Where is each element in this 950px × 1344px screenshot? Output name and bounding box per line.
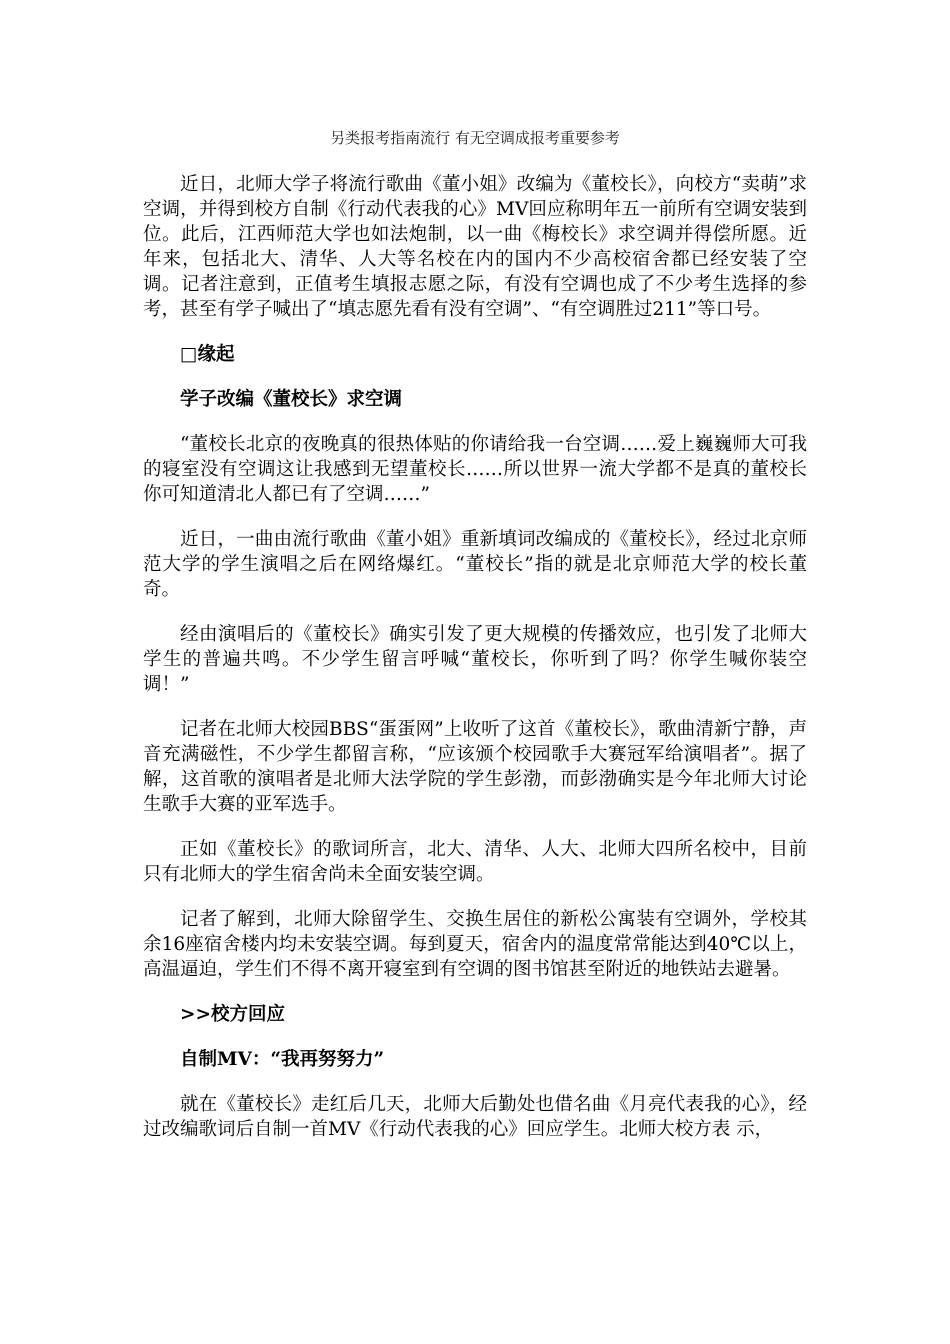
paragraph-school-mv: 就在《董校长》走红后几天，北师大后勤处也借名曲《月亮代表我的心》，经过改编歌词后自制一首MV《行动代表我的心》回应学生。北师大校方表 示，: [143, 1094, 807, 1140]
paragraph-four-universities: 正如《董校长》的歌词所言，北大、清华、人大、北师大四所名校中，目前只有北师大的学生宿舍尚未全面安装空调。: [143, 839, 807, 885]
subheading-self-made-mv: 自制MV：“我再努努力”: [180, 1049, 385, 1070]
document-body: [143, 172, 807, 1142]
section-heading-school-response: >>校方回应: [180, 1004, 286, 1025]
paragraph-dormitory-heat: 记者了解到，北师大除留学生、交换生居住的新松公寓装有空调外，学校其余16座宿舍楼内均未安装空调。每到夏天，宿舍内的温度常常能达到40℃以上，高温逼迫，学生们不得不离开寝室到有空调的图书馆甚至附近的地铁站去避暑。: [143, 909, 807, 980]
paragraph-student-response: 经由演唱后的《董校长》确实引发了更大规模的传播效应，也引发了北师大学生的普遍共鸣。不少学生留言呼喊“董校长，你听到了吗？你学生喊你装空调！”: [143, 624, 807, 695]
document-title: 另类报考指南流行 有无空调成报考重要参考: [330, 129, 620, 147]
paragraph-intro: 近日，北师大学子将流行歌曲《董小姐》改编为《董校长》，向校方“卖萌”求空调，并得到校方自制《行动代表我的心》MV回应称明年五一前所有空调安装到位。此后，江西师范大学也如法炮制，以一曲《梅校长》求空调并得偿所愿。近年来，包括北大、清华、人大等名校在内的国内不少高校宿舍都已经安装了空调。记者注意到，正值考生填报志愿之际，有没有空调也成了不少考生选择的参考，甚至有学子喊出了“填志愿先看有没有空调”、“有空调胜过211”等口号。: [143, 174, 807, 320]
paragraph-bbs-singer: 记者在北师大校园BBS“蛋蛋网”上收听了这首《董校长》，歌曲清新宁静，声音充满磁性，不少学生都留言称，“应该颁个校园歌手大赛冠军给演唱者”。据了解，这首歌的演唱者是北师大法学院的学生彭渤，而彭渤确实是今年北师大讨论生歌手大赛的亚军选手。: [143, 719, 807, 815]
subheading-students-adapt-song: 学子改编《董校长》求空调: [180, 389, 403, 410]
paragraph-lyrics-quote: “董校长北京的夜晚真的很热体贴的你请给我一台空调……爱上巍巍师大可我的寝室没有空调这让我感到无望董校长……所以世界一流大学都不是真的董校长你可知道清北人都已有了空调……”: [143, 434, 807, 505]
section-heading-origin: □缘起: [180, 344, 235, 365]
paragraph-song-viral: 近日，一曲由流行歌曲《董小姐》重新填词改编成的《董校长》，经过北京师范大学的学生演唱之后在网络爆红。“董校长”指的就是北京师范大学的校长董奇。: [143, 529, 807, 600]
